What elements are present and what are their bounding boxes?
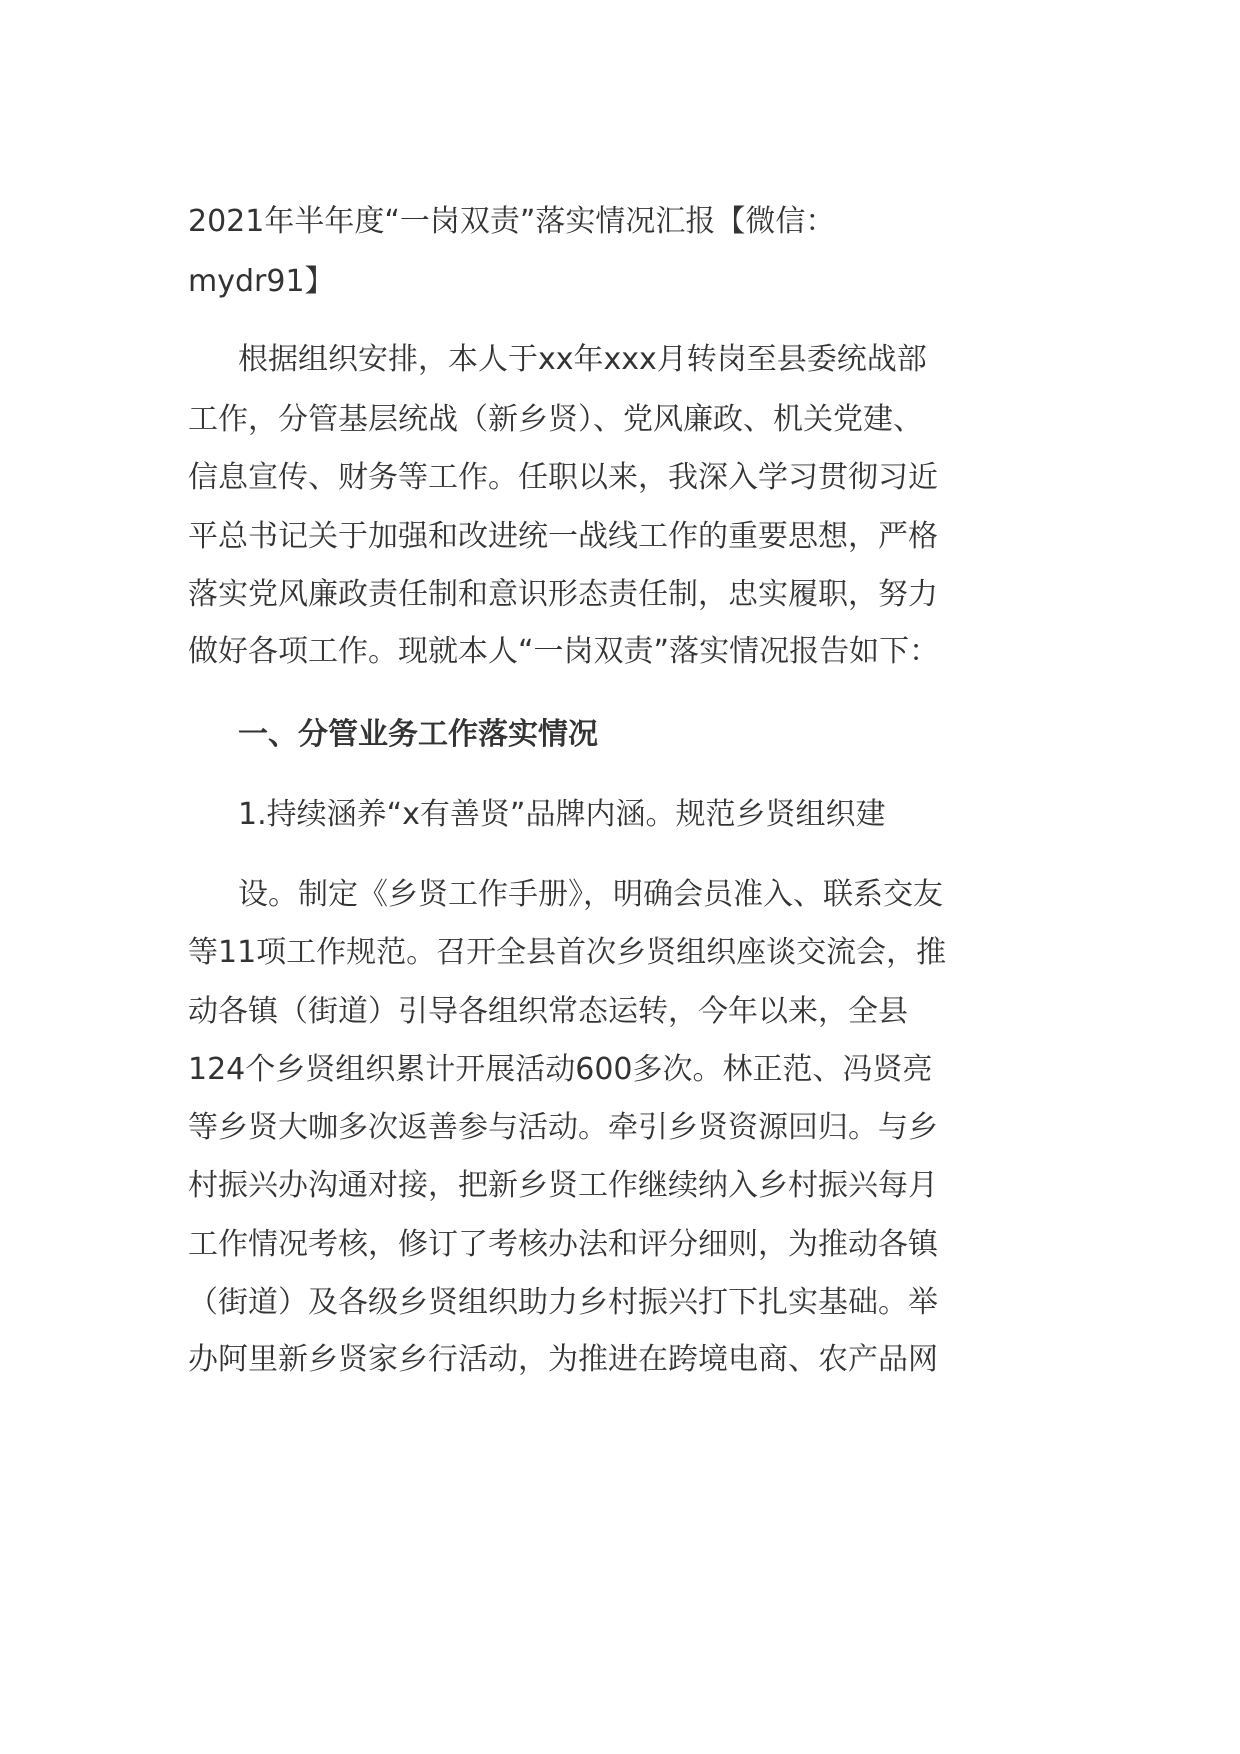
section-heading: 一、分管业务工作落实情况 [238, 717, 598, 752]
body-line: 办阿里新乡贤家乡行活动，为推进在跨境电商、农产品网 [188, 1342, 938, 1377]
body-line: 等乡贤大咖多次返善参与活动。牵引乡贤资源回归。与乡 [188, 1110, 938, 1145]
item-heading: 1.持续涵养“x有善贤”品牌内涵。规范乡贤组织建 [238, 797, 886, 832]
body-line: （街道）及各级乡贤组织助力乡村振兴打下扎实基础。举 [188, 1285, 938, 1320]
intro-line: 根据组织安排，本人于xx年xxx月转岗至县委统战部 [238, 342, 927, 377]
body-line: 124个乡贤组织累计开展活动600多次。林正范、冯贤亮 [188, 1052, 933, 1087]
intro-line: 平总书记关于加强和改进统一战线工作的重要思想，严格 [188, 519, 938, 554]
intro-line: 信息宣传、财务等工作。任职以来，我深入学习贯彻习近 [188, 460, 938, 495]
intro-line: 落实党风廉政责任制和意识形态责任制，忠实履职，努力 [188, 577, 938, 612]
intro-line: 工作，分管基层统战（新乡贤）、党风廉政、机关党建、 [188, 402, 923, 437]
body-line: 等11项工作规范。召开全县首次乡贤组织座谈交流会，推 [188, 935, 947, 970]
document-title-line-1: 2021年半年度“一岗双责”落实情况汇报【微信： [188, 204, 836, 239]
body-line: 设。制定《乡贤工作手册》，明确会员准入、联系交友 [238, 877, 943, 912]
document-title-line-2: mydr91】 [188, 264, 335, 299]
body-line: 工作情况考核，修订了考核办法和评分细则，为推动各镇 [188, 1227, 938, 1262]
body-line: 动各镇（街道）引导各组织常态运转，今年以来，全县 [188, 994, 908, 1029]
body-line: 村振兴办沟通对接，把新乡贤工作继续纳入乡村振兴每月 [188, 1168, 938, 1203]
intro-line: 做好各项工作。现就本人“一岗双责”落实情况报告如下： [188, 634, 940, 669]
